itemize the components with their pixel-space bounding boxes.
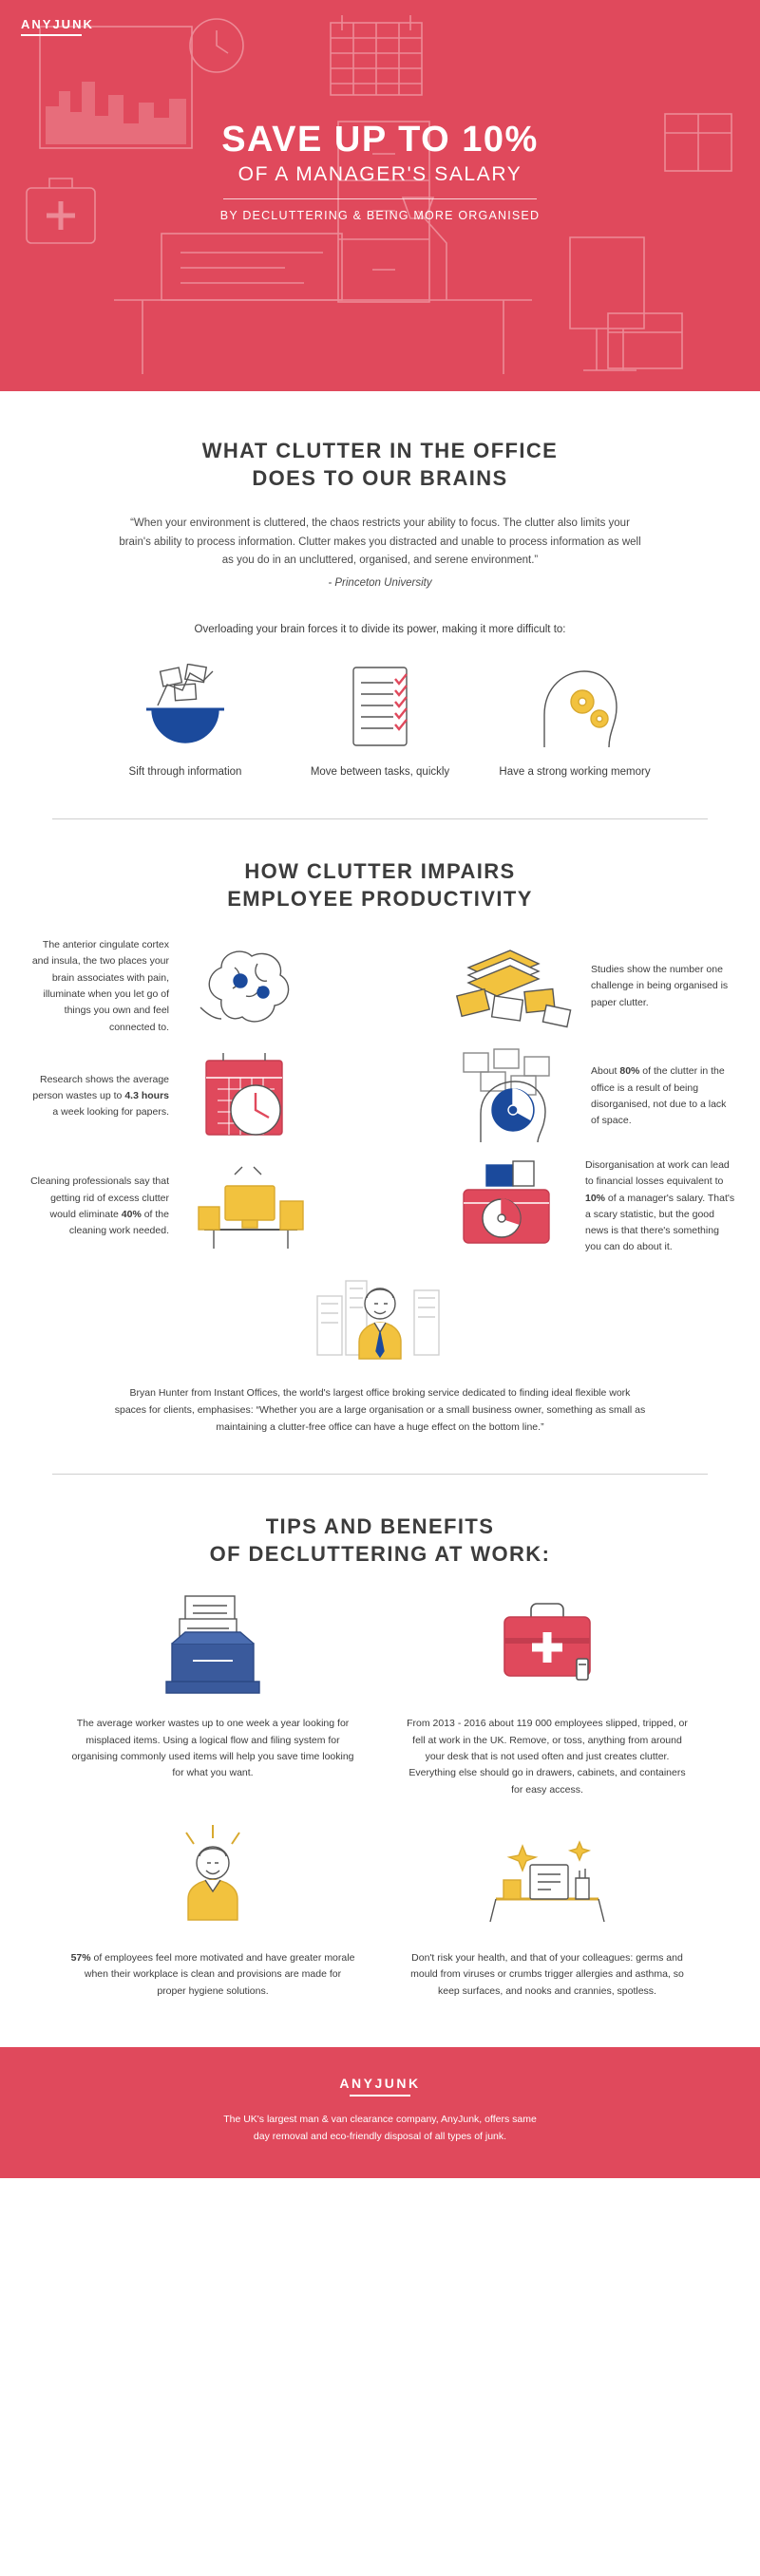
closing-block [0,1271,760,1437]
section-productivity [0,857,760,912]
section1-title-line2: DOES TO OUR BRAINS [252,466,508,491]
section3-title [52,1513,708,1568]
hero-banner [0,0,760,391]
list-item [285,664,475,780]
desk-icon [169,1157,331,1256]
fact-text [591,1063,733,1129]
hero-divider [223,198,537,199]
fact-text [585,1157,737,1256]
tip-stat: 57% [70,1951,91,1964]
fact-text: Studies show the number one challenge in being organised is paper clutter. [591,963,729,1008]
section-tips [0,1513,760,1568]
fact-text-pre: Disorganisation at work can lead to financial losses equivalent to [585,1158,730,1188]
head-pie-icon [429,1047,591,1146]
fact-text-post: a week looking for papers. [52,1106,169,1119]
fact-text-pre: Research shows the average person wastes up to [32,1073,169,1102]
divider [52,1474,708,1475]
brand-logo-hero [21,17,97,36]
brand-logo-footer [0,2076,760,2091]
section2-title-line2: EMPLOYEE PRODUCTIVITY [227,886,533,911]
wallet-pie-icon [424,1157,585,1256]
section3-title-line1: TIPS AND BENEFITS [265,1514,495,1539]
divider [52,818,708,819]
footer-line2: day removal and eco-friendly disposal of all types of junk. [253,2130,507,2142]
logo-underline [350,2095,410,2097]
section-brains [0,391,760,780]
quote-text: “When your environment is cluttered, the chaos restricts your ability to focus. The clutter also limits your brain's ability to process information. Clutter makes you distracted and unable to process information as well as you do in an uncluttered, organised, and serene environment.” [119,517,641,567]
paper-bowl-icon [90,664,280,751]
fact-eighty [380,1047,760,1146]
fact-stat: 10% [585,1192,606,1204]
brand-name-part2: JUNK [52,17,94,31]
head-gears-icon [480,664,670,751]
list-item [480,664,670,780]
hero-tagline: BY DECLUTTERING & BEING MORE ORGANISED [219,208,541,222]
fact-text-pre: About [591,1065,620,1078]
fact-stat: 40% [121,1208,142,1220]
list-item [90,664,280,780]
list-item [380,1589,714,1798]
closing-quote: Bryan Hunter from Instant Offices, the world's largest office broking service dedicated to finding ideal flexible work spaces for clients, emphasises: “Whether you are a large organisation or a small business owner, something as small as maintaining a clutter-free office can have a huge effect on the bottom line.” [114,1386,646,1433]
section1-title [52,437,708,492]
fact-cleaning [0,1157,380,1256]
happy-employee-icon [70,1823,355,1937]
fact-text-post: of a manager's salary. That's a scary statistic, but the good news is that there's something you can do about it. [585,1192,735,1253]
fact-text [27,1174,169,1239]
section1-lede: Overloading your brain forces it to divide its power, making it more difficult to: [194,624,566,636]
list-item [46,1823,380,2000]
section1-title-line1: WHAT CLUTTER IN THE OFFICE [201,439,559,462]
tip-text: Don't risk your health, and that of your colleagues: germs and mould from viruses or crumbs trigger allergies and asthma, so keep surfaces, and nooks and crannies, spotless. [410,1951,684,1997]
hero-subheadline: OF A MANAGER'S SALARY [238,162,522,185]
brain-effects-list [90,664,670,780]
footer-text [0,2112,760,2146]
clock-calendar-icon [169,1047,331,1146]
fact-row [0,1157,760,1256]
tip-text: The average worker wastes up to one week a year looking for misplaced items. Using a logical flow and filing system for organising commonly used items will help you save time looking for what you want. [71,1718,354,1779]
list-item-label: Sift through information [128,765,242,778]
fact-paper [380,937,760,1036]
paper-stack-icon [429,939,591,1034]
businessman-city-icon [0,1271,760,1378]
tip-text-body: of employees feel more motivated and have greater morale when their workplace is clean and provisions are made for proper hygiene solutions. [84,1951,355,1997]
fact-text-post: of the clutter in the office is a result of being disorganised, not due to a lack of space. [591,1065,727,1127]
section2-title [52,857,708,912]
quote-source: - Princeton University [328,576,432,589]
fact-wallet [380,1157,760,1256]
brand-name-part1: ANY [21,17,53,31]
footer-line1: The UK's largest man & van clearance company, AnyJunk, offers same [223,2113,537,2125]
filing-tray-icon [70,1589,355,1702]
brand-name-part2: JUNK [374,2075,421,2091]
list-item-label: Have a strong working memory [499,765,651,778]
fact-row [0,1047,760,1146]
section3-title-line2: OF DECLUTTERING AT WORK: [209,1542,551,1567]
fact-brain [0,937,380,1036]
list-item [46,1589,380,1798]
tips-list [46,1589,714,2024]
tip-text: From 2013 - 2016 about 119 000 employees slipped, tripped, or fell at work in the UK. Remove, or toss, anything from around your desk that is not used often and just creates clutter. Everything else should go in drawers, cabinets, and containers for easy access. [407,1718,688,1796]
princeton-quote [114,515,646,592]
list-item [380,1823,714,2000]
brain-icon [169,939,331,1034]
fact-hours [0,1047,380,1146]
checklist-icon [285,664,475,751]
fact-text-pre: Cleaning professionals say that getting rid of excess clutter would eliminate [30,1175,169,1220]
first-aid-kit-icon [405,1589,690,1702]
section2-title-line1: HOW CLUTTER IMPAIRS [244,858,516,883]
list-item-label: Move between tasks, quickly [310,765,450,778]
footer [0,2047,760,2178]
clean-desk-icon [405,1823,690,1937]
tip-text [70,1950,355,2000]
fact-stat: 4.3 hours [124,1090,169,1102]
fact-stat: 80% [619,1065,640,1078]
brand-name-part1: ANY [339,2075,375,2091]
fact-text: The anterior cingulate cortex and insula, the two places your brain associates with pain, illuminate when you let go of things you own and feel connected to. [31,938,169,1033]
fact-row [0,937,760,1036]
logo-underline [21,34,82,36]
fact-text [27,1072,169,1121]
fact-text-post: of the cleaning work needed. [68,1208,169,1237]
hero-headline: SAVE UP TO 10% [221,120,539,160]
